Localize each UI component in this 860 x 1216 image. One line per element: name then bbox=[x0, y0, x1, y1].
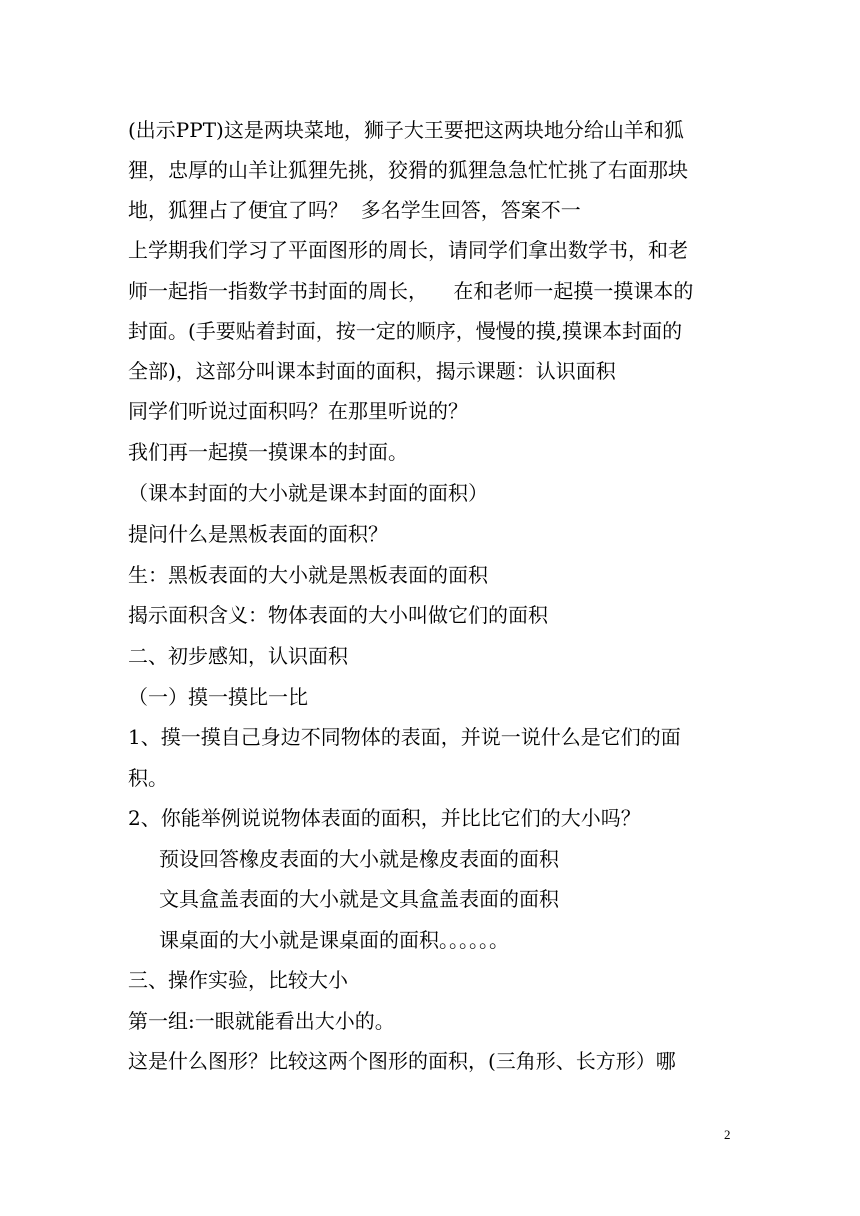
subsection-heading: （一）摸一摸比一比 bbox=[128, 685, 308, 709]
text-line: 1、摸一摸自己身边不同物体的表面，并说一说什么是它们的面 bbox=[128, 725, 681, 749]
text-line: 积。 bbox=[128, 766, 168, 790]
text-line: 狸，忠厚的山羊让狐狸先挑，狡猾的狐狸急急忙忙挑了右面那块 bbox=[128, 158, 688, 182]
text-line: 师一起指一指数学书封面的周长， 在和老师一起摸一摸课本的 bbox=[128, 279, 694, 303]
text-line: 提问什么是黑板表面的面积？ bbox=[128, 522, 388, 546]
section-heading: 三、操作实验，比较大小 bbox=[128, 968, 348, 992]
text-line: 地，狐狸占了便宜了吗？ 多名学生回答，答案不一 bbox=[128, 198, 581, 222]
text-line: 上学期我们学习了平面图形的周长，请同学们拿出数学书，和老 bbox=[128, 238, 688, 262]
text-line: 预设回答橡皮表面的大小就是橡皮表面的面积 bbox=[159, 847, 559, 871]
text-line: 文具盒盖表面的大小就是文具盒盖表面的面积 bbox=[159, 887, 559, 911]
text-line: (出示PPT)这是两块菜地，狮子大王要把这两块地分给山羊和狐 bbox=[128, 118, 684, 142]
text-line: 全部)，这部分叫课本封面的面积，揭示课题：认识面积 bbox=[128, 359, 616, 383]
page-number: 2 bbox=[724, 1127, 731, 1142]
text-line: 这是什么图形？比较这两个图形的面积，(三角形、长方形）哪 bbox=[128, 1049, 676, 1073]
text-line: 揭示面积含义：物体表面的大小叫做它们的面积 bbox=[128, 603, 548, 627]
text-line: 第一组:一眼就能看出大小的。 bbox=[128, 1009, 395, 1033]
text-line: 课桌面的大小就是课桌面的面积。。。。。。 bbox=[159, 928, 509, 952]
text-line: 封面。(手要贴着封面，按一定的顺序，慢慢的摸,摸课本封面的 bbox=[128, 319, 683, 343]
text-line: （课本封面的大小就是课本封面的面积） bbox=[128, 481, 488, 505]
section-heading: 二、初步感知，认识面积 bbox=[128, 644, 348, 668]
text-line: 我们再一起摸一摸课本的封面。 bbox=[128, 440, 408, 464]
text-line: 同学们听说过面积吗？在那里听说的？ bbox=[128, 399, 468, 423]
text-line: 生：黑板表面的大小就是黑板表面的面积 bbox=[128, 563, 488, 587]
text-line: 2、你能举例说说物体表面的面积，并比比它们的大小吗？ bbox=[128, 806, 641, 830]
